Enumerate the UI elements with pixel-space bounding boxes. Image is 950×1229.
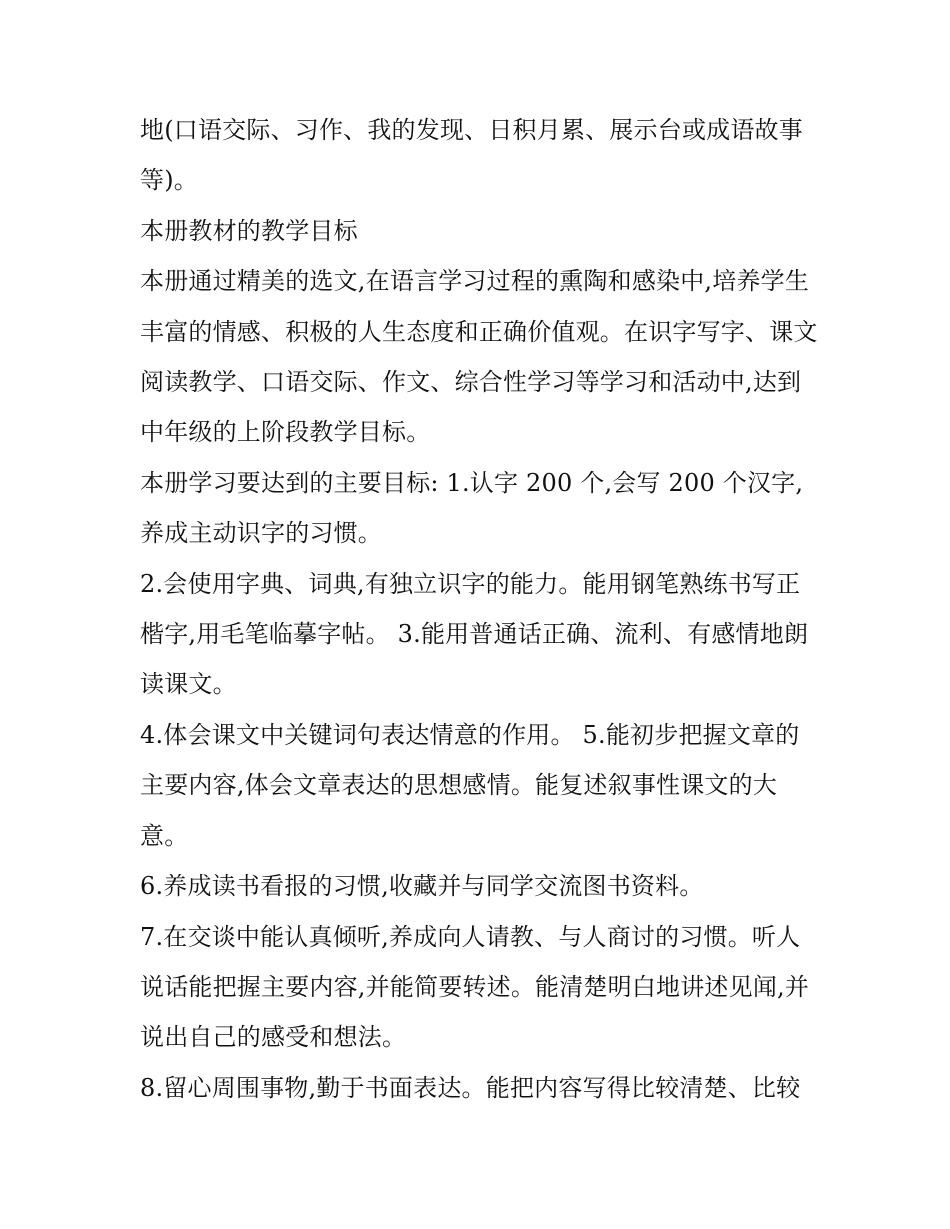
- section-heading-teaching-goals: 本册教材的教学目标: [140, 216, 358, 245]
- document-body: [140, 105, 820, 1113]
- paragraph-goal-7: 7.在交谈中能认真倾听,养成向人请教、与人商讨的习惯。听人说话能把握主要内容,并能简要转述。能清楚明白地讲述见闻,并说出自己的感受和想法。: [140, 922, 810, 1052]
- paragraph-goals-2-3: 2.会使用字典、词典,有独立识字的能力。能用钢笔熟练书写正楷字,用毛笔临摹字帖。 3.能用普通话正确、流利、有感情地朗读课文。: [140, 569, 809, 699]
- paragraph-continuation: 地(口语交际、习作、我的发现、日积月累、展示台或成语故事等)。: [140, 116, 803, 195]
- paragraph-overview: 本册通过精美的选文,在语言学习过程的熏陶和感染中,培养学生丰富的情感、积极的人生态度和正确价值观。在识字写字、课文阅读教学、口语交际、作文、综合性学习等学习和活动中,达到中年级的上阶段教学目标。: [140, 267, 818, 447]
- paragraph-goal-6: 6.养成读书看报的习惯,收藏并与同学交流图书资料。: [140, 872, 704, 901]
- paragraph-goal-8: 8.留心周围事物,勤于书面表达。能把内容写得比较清楚、比较: [140, 1073, 801, 1102]
- paragraph-goals-4-5: 4.体会课文中关键词句表达情意的作用。 5.能初步把握文章的主要内容,体会文章表达的思想感情。能复述叙事性课文的大意。: [140, 720, 800, 850]
- paragraph-goal-1: 本册学习要达到的主要目标: 1.认字 200 个,会写 200 个汉字,养成主动识字的习惯。: [140, 468, 804, 548]
